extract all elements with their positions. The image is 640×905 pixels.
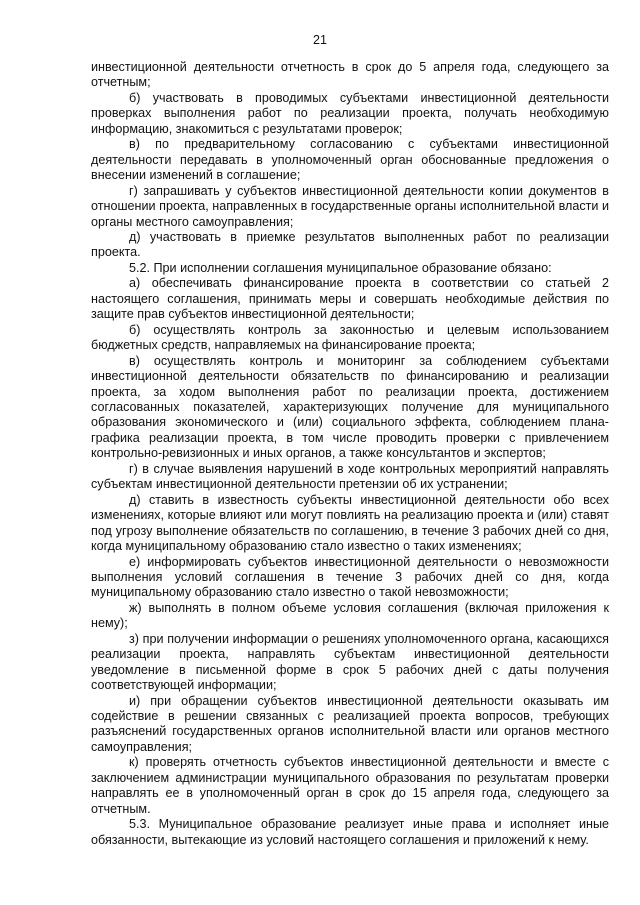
paragraph-5-2-i: и) при обращении субъектов инвестиционной деятельности оказывать им содействие в решении связанных с реализацией проекта вопросов, требующих разъяснений государственных органов исполнительной власти или органов местного самоуправления; <box>91 693 609 754</box>
paragraph-5-2-k: к) проверять отчетность субъектов инвестиционной деятельности и вместе с заключением администрации муниципального образования по результатам проверки направлять ее в уполномоченный орган в срок до 15 апреля года, следующего за отчетным. <box>91 755 609 816</box>
paragraph-5-2-e: е) информировать субъектов инвестиционной деятельности о невозможности выполнения условий соглашения в течение 3 рабочих дней со дня, когда муниципальному образованию стало известно о такой невозможности; <box>91 554 609 600</box>
paragraph-5-2-z: з) при получении информации о решениях уполномоченного органа, касающихся реализации проекта, направлять субъектам инвестиционной деятельности уведомление в письменной форме в срок 5 рабочих дней с даты получения соответствующей информации; <box>91 631 609 693</box>
paragraph-5-2-zh: ж) выполнять в полном объеме условия соглашения (включая приложения к нему); <box>91 600 609 631</box>
paragraph-5-2-a: а) обеспечивать финансирование проекта в соответствии со статьей 2 настоящего соглашения, принимать меры и совершать необходимые действия по защите прав субъектов инвестиционной деятельности; <box>91 276 609 322</box>
paragraph-item-d: д) участвовать в приемке результатов выполненных работ по реализации проекта. <box>91 229 609 260</box>
paragraph-item-b: б) участвовать в проводимых субъектами инвестиционной деятельности проверках выполнения работ по реализации проекта, получать необходимую информацию, знакомиться с результатами проверок; <box>91 90 609 136</box>
paragraph-5-2-d: д) ставить в известность субъекты инвестиционной деятельности обо всех изменениях, которые влияют или могут повлиять на реализацию проекта и (или) ставят под угрозу выполнение обязательств по соглашению, в течение 3 рабочих дней со дня, когда муниципальному образованию стало известно о таких изменениях; <box>91 492 609 554</box>
section-5-3: 5.3. Муниципальное образование реализует иные права и исполняет иные обязанности, вытекающие из условий настоящего соглашения и приложений к нему. <box>91 817 609 847</box>
document-body <box>91 60 609 848</box>
section-5-2-heading: 5.2. При исполнении соглашения муниципальное образование обязано: <box>129 260 552 275</box>
paragraph-5-2-b: б) осуществлять контроль за законностью и целевым использованием бюджетных средств, направляемых на финансирование проекта; <box>91 322 609 353</box>
paragraph-continuation: инвестиционной деятельности отчетность в срок до 5 апреля года, следующего за отчетным; <box>91 60 609 90</box>
paragraph-5-2-v: в) осуществлять контроль и мониторинг за соблюдением субъектами инвестиционной деятельности обязательств по финансированию и реализации проекта, за ходом выполнения работ по реализации проекта, достижением согласованных показателей, характеризующих получение для муниципального образования экономического и (или) социального эффекта, соблюдением плана-графика реализации проекта, в том числе проводить проверки с привлечением контрольно-ревизионных и иных органов, а также консультантов и экспертов; <box>91 353 609 461</box>
paragraph-item-v: в) по предварительному согласованию с субъектами инвестиционной деятельности передавать в уполномоченный орган обоснованные предложения о внесении изменений в соглашение; <box>91 137 609 183</box>
paragraph-5-2-g: г) в случае выявления нарушений в ходе контрольных мероприятий направлять субъектам инвестиционной деятельности претензии об их устранении; <box>91 461 609 492</box>
paragraph-item-g: г) запрашивать у субъектов инвестиционной деятельности копии документов в отношении проекта, направленных в государственные органы исполнительной власти и органы местного самоуправления; <box>91 183 609 229</box>
page-number: 21 <box>313 33 327 47</box>
